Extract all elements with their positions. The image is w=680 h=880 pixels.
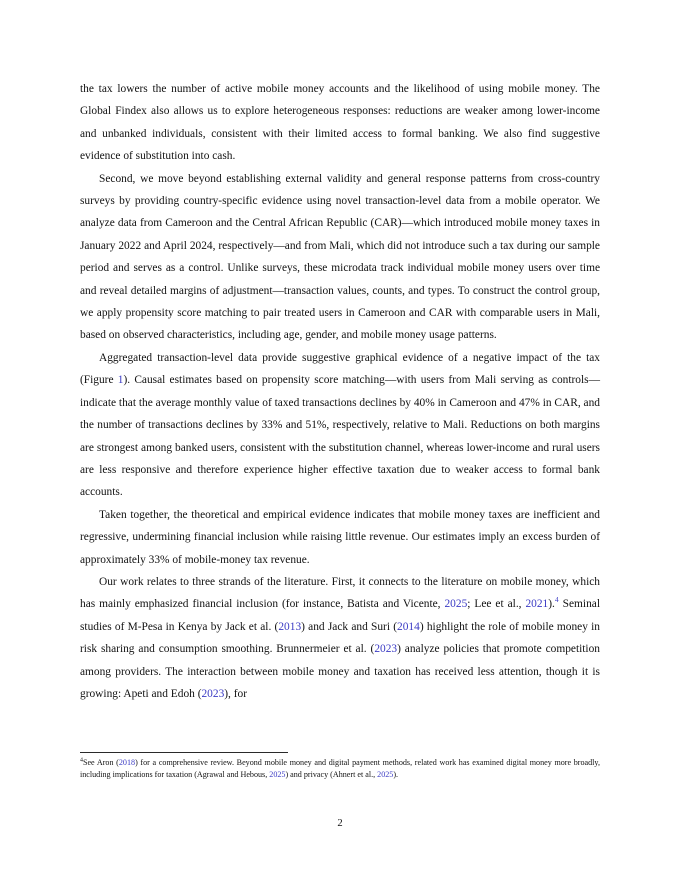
paragraph-aggregated-results: Aggregated transaction-level data provide suggestive graphical evidence of a negative impact of the tax (Figure 1). Causal estimates based on propensity score matching—with users from Mali serving as controls—indicate that the average monthly value of taxed transactions declines by 40% in Cameroon and 47% in CAR, and the number of transactions declines by 33% and 51%, respectively, relative to Mali. Reductions on both margins are strongest among banked users, consistent with the substitution channel, whereas lower-income and rural users are less responsive and therefore experience higher effective taxation due to weaker access to formal bank accounts. [80, 351, 600, 499]
citation-link[interactable]: 2014 [397, 620, 420, 633]
citation-link[interactable]: 2013 [278, 620, 302, 633]
citation-link[interactable]: 2023 [201, 687, 225, 700]
citation-link[interactable]: 2021 [525, 598, 549, 611]
footnote-4: $^4$See Aron (2018) for a comprehensive review. Beyond mobile money and digital payment methods, related work has examined digital money more broadly, including implications for taxation (Agrawal and Hebous, 2025) and privacy (Ahnert et al., 2025). [80, 757, 600, 779]
paragraph-literature: Our work relates to three strands of the literature. First, it connects to the literature on mobile money, which has mainly emphasized financial inclusion (for instance, Batista and Vicente, 2025; Lee et al., 2021).$^4$ Seminal studies of M-Pesa in Kenya by Jack et al. (2013) and Jack and Suri (2014) highlight the role of mobile money in risk sharing and consumption smoothing. Brunnermeier et al. (2023) analyze policies that promote competition among providers. The interaction between mobile money and taxation has received less attention, though it is growing: Apeti and Edoh (2023), for [80, 575, 600, 700]
footnote-marker[interactable]: 4 [554, 595, 559, 605]
citation-link[interactable]: 2025 [269, 769, 286, 779]
footnote-number: 4 [80, 757, 83, 764]
body-text-column [80, 78, 600, 705]
footnote-separator-rule [80, 752, 288, 753]
citation-link[interactable]: 2018 [118, 758, 136, 767]
paragraph-second-contribution: Second, we move beyond establishing external validity and general response patterns from cross-country surveys by providing country-specific evidence using novel transaction-level data from a mobile operator. We analyze data from Cameroon and the Central African Republic (CAR)—which introduced mobile money taxes in January 2022 and April 2024, respectively—and from Mali, which did not introduce such a tax during our sample period and serves as a control. Unlike surveys, these microdata track individual mobile money users over time and reveal detailed margins of adjustment—transaction values, counts, and types. To construct the control group, we apply propensity score matching to pair treated users in Cameroon and CAR with comparable users in Mali, based on observed characteristics, including age, gender, and mobile money usage patterns. [80, 172, 600, 342]
citation-link[interactable]: 2023 [374, 643, 398, 656]
paragraph-continuation: the tax lowers the number of active mobile money accounts and the likelihood of using mobile money. The Global Findex also allows us to explore heterogeneous responses: reductions are weaker among lower-income and unbanked individuals, consistent with their limited access to formal banking. We also find suggestive evidence of substitution into cash. [80, 83, 600, 163]
page-number: 2 [337, 818, 343, 829]
paragraph-taken-together: Taken together, the theoretical and empirical evidence indicates that mobile money taxes are inefficient and regressive, undermining financial inclusion while raising little revenue. Our estimates imply an excess burden of approximately 33% of mobile-money tax revenue. [80, 508, 600, 566]
citation-link[interactable]: 1 [117, 374, 124, 387]
citation-link[interactable]: 2025 [377, 769, 394, 779]
citation-link[interactable]: 2025 [444, 598, 468, 611]
footnote-section [80, 752, 600, 780]
